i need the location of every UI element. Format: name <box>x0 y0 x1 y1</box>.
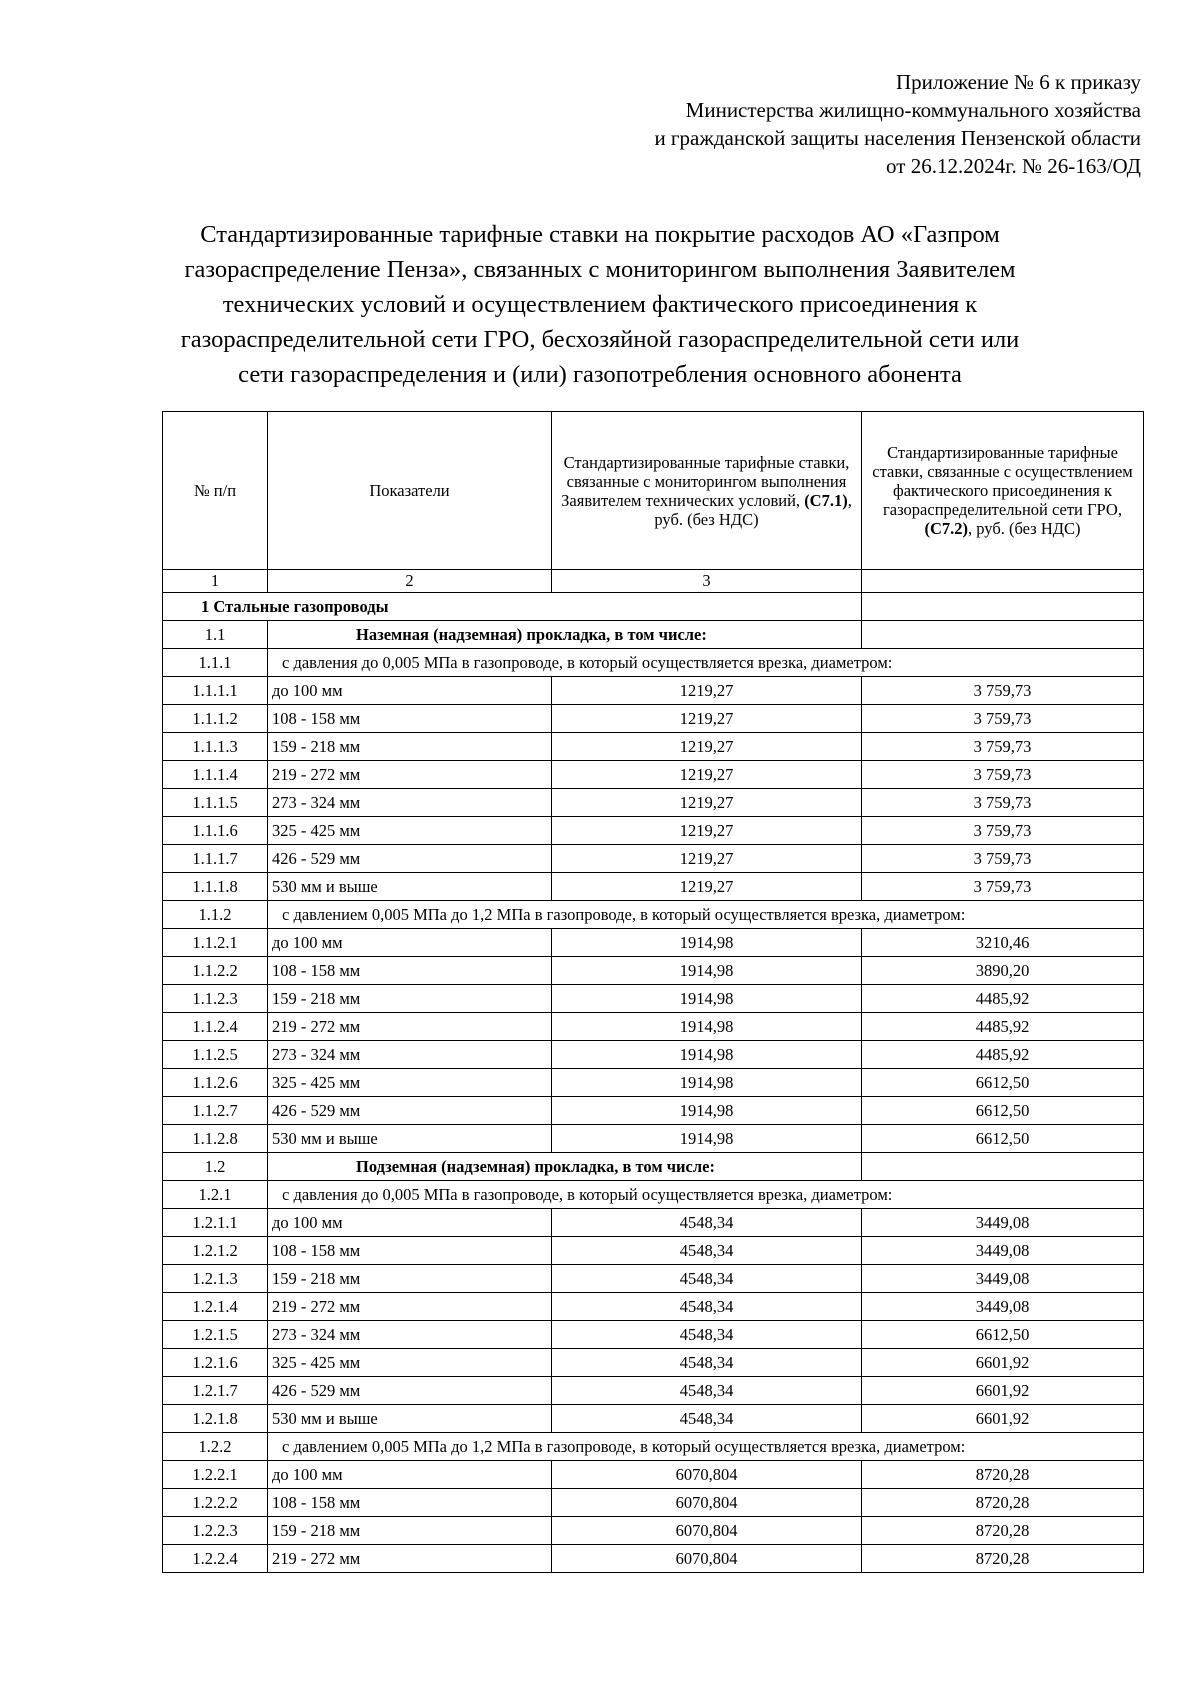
group-empty-cell <box>862 1153 1144 1181</box>
row-label: 219 - 272 мм <box>268 1293 552 1321</box>
condition-text: с давления до 0,005 МПа в газопроводе, в который осуществляется врезка, диаметром: <box>268 1181 1144 1209</box>
row-number: 1.1.1.1 <box>163 677 268 705</box>
row-value-c72: 8720,28 <box>862 1545 1144 1573</box>
row-number: 1.2.1.8 <box>163 1405 268 1433</box>
row-number: 1.1.2.1 <box>163 929 268 957</box>
condition-number: 1.2.2 <box>163 1433 268 1461</box>
header-c71-pre: Стандартизированные тарифные ставки, связанные с мониторингом выполнения Заявителем технических условий, <box>561 452 850 510</box>
row-label: 219 - 272 мм <box>268 1545 552 1573</box>
row-value-c71: 1914,98 <box>552 985 862 1013</box>
row-number: 1.2.1.4 <box>163 1293 268 1321</box>
condition-1-2-2 <box>163 1433 1144 1461</box>
row-value-c72: 4485,92 <box>862 1013 1144 1041</box>
table-row <box>163 1069 1144 1097</box>
condition-row <box>163 649 1144 677</box>
row-number: 1.2.2.3 <box>163 1517 268 1545</box>
header-number: № п/п <box>163 412 268 570</box>
row-value-c72: 3 759,73 <box>862 677 1144 705</box>
row-value-c71: 4548,34 <box>552 1209 862 1237</box>
row-value-c71: 4548,34 <box>552 1237 862 1265</box>
table-row <box>163 845 1144 873</box>
table-row <box>163 761 1144 789</box>
row-label: 219 - 272 мм <box>268 761 552 789</box>
row-value-c72: 3449,08 <box>862 1209 1144 1237</box>
table-row <box>163 789 1144 817</box>
rows-1-1-2 <box>163 929 1144 1153</box>
title-line-1: Стандартизированные тарифные ставки на покрытие расходов АО «Газпром <box>200 221 1000 248</box>
row-number: 1.1.1.7 <box>163 845 268 873</box>
row-value-c72: 4485,92 <box>862 985 1144 1013</box>
table-row <box>163 985 1144 1013</box>
row-number: 1.1.2.7 <box>163 1097 268 1125</box>
row-number: 1.2.2.4 <box>163 1545 268 1573</box>
row-number: 1.1.2.4 <box>163 1013 268 1041</box>
row-value-c71: 4548,34 <box>552 1405 862 1433</box>
tariff-table <box>162 411 1144 1573</box>
row-value-c71: 1219,27 <box>552 817 862 845</box>
row-number: 1.1.1.3 <box>163 733 268 761</box>
condition-row <box>163 1433 1144 1461</box>
table-row <box>163 1265 1144 1293</box>
title-line-2: газораспределение Пенза», связанных с мониторингом выполнения Заявителем <box>184 256 1016 283</box>
table-row <box>163 1517 1144 1545</box>
row-number: 1.2.1.2 <box>163 1237 268 1265</box>
row-label: 108 - 158 мм <box>268 705 552 733</box>
row-value-c71: 1914,98 <box>552 1041 862 1069</box>
condition-text: с давлением 0,005 МПа до 1,2 МПа в газопроводе, в который осуществляется врезка, диаметром: <box>268 901 1144 929</box>
row-number: 1.2.2.1 <box>163 1461 268 1489</box>
table-row <box>163 1349 1144 1377</box>
column-number: 1 <box>163 570 268 593</box>
row-value-c71: 1219,27 <box>552 705 862 733</box>
row-label: до 100 мм <box>268 677 552 705</box>
row-value-c72: 8720,28 <box>862 1517 1144 1545</box>
row-value-c71: 6070,804 <box>552 1489 862 1517</box>
row-label: до 100 мм <box>268 929 552 957</box>
row-value-c72: 3449,08 <box>862 1237 1144 1265</box>
row-number: 1.2.1.6 <box>163 1349 268 1377</box>
table-row <box>163 1461 1144 1489</box>
row-value-c72: 3 759,73 <box>862 873 1144 901</box>
row-number: 1.1.2.8 <box>163 1125 268 1153</box>
column-number-empty <box>862 570 1144 593</box>
header-c72-post: , руб. (без НДС) <box>968 519 1081 538</box>
row-number: 1.1.1.6 <box>163 817 268 845</box>
header-line-4: от 26.12.2024г. № 26-163/ОД <box>886 154 1141 178</box>
row-label: 273 - 324 мм <box>268 1321 552 1349</box>
table-row <box>163 957 1144 985</box>
condition-row <box>163 1181 1144 1209</box>
header-c71 <box>552 412 862 570</box>
row-value-c71: 6070,804 <box>552 1461 862 1489</box>
rows-1-2-2 <box>163 1461 1144 1573</box>
row-label: до 100 мм <box>268 1209 552 1237</box>
row-value-c72: 6601,92 <box>862 1377 1144 1405</box>
table-row <box>163 1489 1144 1517</box>
row-value-c71: 1914,98 <box>552 1013 862 1041</box>
group-row <box>163 621 1144 649</box>
row-value-c72: 6612,50 <box>862 1069 1144 1097</box>
row-label: 325 - 425 мм <box>268 1069 552 1097</box>
header-c72-pre: Стандартизированные тарифные ставки, связанные с осуществлением фактического присоединения к газораспределительной сети ГРО, <box>872 443 1133 519</box>
row-label: 530 мм и выше <box>268 873 552 901</box>
row-label: 325 - 425 мм <box>268 1349 552 1377</box>
row-number: 1.1.2.5 <box>163 1041 268 1069</box>
condition-number: 1.1.2 <box>163 901 268 929</box>
row-value-c71: 4548,34 <box>552 1321 862 1349</box>
table-row <box>163 1013 1144 1041</box>
row-value-c71: 4548,34 <box>552 1377 862 1405</box>
row-number: 1.1.1.4 <box>163 761 268 789</box>
condition-text: с давления до 0,005 МПа в газопроводе, в который осуществляется врезка, диаметром: <box>268 649 1144 677</box>
section-title: 1 Стальные газопроводы <box>163 593 862 621</box>
row-value-c72: 4485,92 <box>862 1041 1144 1069</box>
row-value-c72: 6601,92 <box>862 1405 1144 1433</box>
header-indicators: Показатели <box>268 412 552 570</box>
row-number: 1.1.1.2 <box>163 705 268 733</box>
row-value-c72: 6612,50 <box>862 1321 1144 1349</box>
condition-text: с давлением 0,005 МПа до 1,2 МПа в газопроводе, в который осуществляется врезка, диаметром: <box>268 1433 1144 1461</box>
row-value-c71: 1914,98 <box>552 929 862 957</box>
table-row <box>163 929 1144 957</box>
header-line-2: Министерства жилищно-коммунального хозяйства <box>685 98 1141 122</box>
row-number: 1.2.1.3 <box>163 1265 268 1293</box>
title-line-3: технических условий и осуществлением фактического присоединения к <box>222 291 978 318</box>
row-value-c71: 4548,34 <box>552 1265 862 1293</box>
column-number: 2 <box>268 570 552 593</box>
row-label: 426 - 529 мм <box>268 845 552 873</box>
row-label: 219 - 272 мм <box>268 1013 552 1041</box>
group-empty-cell <box>862 621 1144 649</box>
table-row <box>163 873 1144 901</box>
row-label: 108 - 158 мм <box>268 1489 552 1517</box>
row-value-c71: 1219,27 <box>552 789 862 817</box>
table-row <box>163 1405 1144 1433</box>
header-line-3: и гражданской защиты населения Пензенской области <box>654 126 1141 150</box>
row-label: 273 - 324 мм <box>268 789 552 817</box>
row-value-c71: 1914,98 <box>552 1125 862 1153</box>
row-value-c71: 6070,804 <box>552 1517 862 1545</box>
row-number: 1.1.1.5 <box>163 789 268 817</box>
row-value-c72: 6612,50 <box>862 1125 1144 1153</box>
rows-1-1-1 <box>163 677 1144 901</box>
column-number: 3 <box>552 570 862 593</box>
row-value-c71: 1914,98 <box>552 1097 862 1125</box>
row-value-c71: 6070,804 <box>552 1545 862 1573</box>
group-title: Наземная (надземная) прокладка, в том числе: <box>268 621 862 649</box>
row-value-c71: 4548,34 <box>552 1293 862 1321</box>
table-row <box>163 1321 1144 1349</box>
row-label: 530 мм и выше <box>268 1125 552 1153</box>
table-row <box>163 1097 1144 1125</box>
row-label: 426 - 529 мм <box>268 1377 552 1405</box>
appendix-header <box>654 68 1141 180</box>
row-value-c71: 1219,27 <box>552 733 862 761</box>
group-number: 1.1 <box>163 621 268 649</box>
rows-1-2-1 <box>163 1209 1144 1433</box>
row-value-c72: 3 759,73 <box>862 845 1144 873</box>
row-value-c71: 4548,34 <box>552 1349 862 1377</box>
group-number: 1.2 <box>163 1153 268 1181</box>
row-value-c72: 3 759,73 <box>862 705 1144 733</box>
row-value-c72: 3449,08 <box>862 1265 1144 1293</box>
row-value-c72: 3 759,73 <box>862 733 1144 761</box>
row-number: 1.2.1.5 <box>163 1321 268 1349</box>
row-value-c72: 3449,08 <box>862 1293 1144 1321</box>
condition-row <box>163 901 1144 929</box>
table-row <box>163 733 1144 761</box>
header-line-1: Приложение № 6 к приказу <box>896 70 1141 94</box>
row-value-c72: 3 759,73 <box>862 817 1144 845</box>
row-label: 159 - 218 мм <box>268 1265 552 1293</box>
row-label: 273 - 324 мм <box>268 1041 552 1069</box>
section-row <box>163 593 1144 621</box>
table-row <box>163 817 1144 845</box>
table-row <box>163 1545 1144 1573</box>
row-label: 426 - 529 мм <box>268 1097 552 1125</box>
group-row <box>163 1153 1144 1181</box>
row-value-c71: 1219,27 <box>552 761 862 789</box>
condition-number: 1.2.1 <box>163 1181 268 1209</box>
row-value-c72: 6612,50 <box>862 1097 1144 1125</box>
header-c72 <box>862 412 1144 570</box>
table-row <box>163 677 1144 705</box>
row-number: 1.1.2.3 <box>163 985 268 1013</box>
row-number: 1.2.2.2 <box>163 1489 268 1517</box>
row-value-c72: 8720,28 <box>862 1461 1144 1489</box>
row-value-c71: 1219,27 <box>552 873 862 901</box>
table-header-row <box>163 412 1144 570</box>
row-label: 159 - 218 мм <box>268 1517 552 1545</box>
row-value-c71: 1219,27 <box>552 845 862 873</box>
header-c71-post: , руб. (без НДС) <box>654 490 852 529</box>
row-label: до 100 мм <box>268 1461 552 1489</box>
row-number: 1.2.1.1 <box>163 1209 268 1237</box>
column-number-row <box>163 570 1144 593</box>
table-row <box>163 1209 1144 1237</box>
condition-1-1-2 <box>163 901 1144 929</box>
header-c71-code: (С7.1) <box>804 490 848 510</box>
group-1-2 <box>163 1153 1144 1209</box>
row-label: 159 - 218 мм <box>268 733 552 761</box>
group-title: Подземная (надземная) прокладка, в том числе: <box>268 1153 862 1181</box>
row-label: 530 мм и выше <box>268 1405 552 1433</box>
row-value-c72: 6601,92 <box>862 1349 1144 1377</box>
header-c72-code: (С7.2) <box>924 519 969 538</box>
table-row <box>163 705 1144 733</box>
row-number: 1.1.2.2 <box>163 957 268 985</box>
row-value-c71: 1219,27 <box>552 677 862 705</box>
row-label: 108 - 158 мм <box>268 957 552 985</box>
row-value-c72: 8720,28 <box>862 1489 1144 1517</box>
condition-number: 1.1.1 <box>163 649 268 677</box>
row-value-c72: 3210,46 <box>862 929 1144 957</box>
table-row <box>163 1377 1144 1405</box>
row-number: 1.1.1.8 <box>163 873 268 901</box>
row-label: 108 - 158 мм <box>268 1237 552 1265</box>
row-value-c71: 1914,98 <box>552 1069 862 1097</box>
row-value-c72: 3890,20 <box>862 957 1144 985</box>
table-row <box>163 1293 1144 1321</box>
table-row <box>163 1041 1144 1069</box>
row-value-c72: 3 759,73 <box>862 761 1144 789</box>
row-value-c72: 3 759,73 <box>862 789 1144 817</box>
table-row <box>163 1125 1144 1153</box>
row-number: 1.1.2.6 <box>163 1069 268 1097</box>
title-line-4: газораспределительной сети ГРО, бесхозяйной газораспределительной сети или <box>180 326 1020 353</box>
row-label: 159 - 218 мм <box>268 985 552 1013</box>
table-row <box>163 1237 1144 1265</box>
title-line-5: сети газораспределения и (или) газопотребления основного абонента <box>238 361 962 388</box>
row-value-c71: 1914,98 <box>552 957 862 985</box>
section-empty-cell <box>862 593 1144 621</box>
document-title <box>120 217 1080 392</box>
row-number: 1.2.1.7 <box>163 1377 268 1405</box>
row-label: 325 - 425 мм <box>268 817 552 845</box>
